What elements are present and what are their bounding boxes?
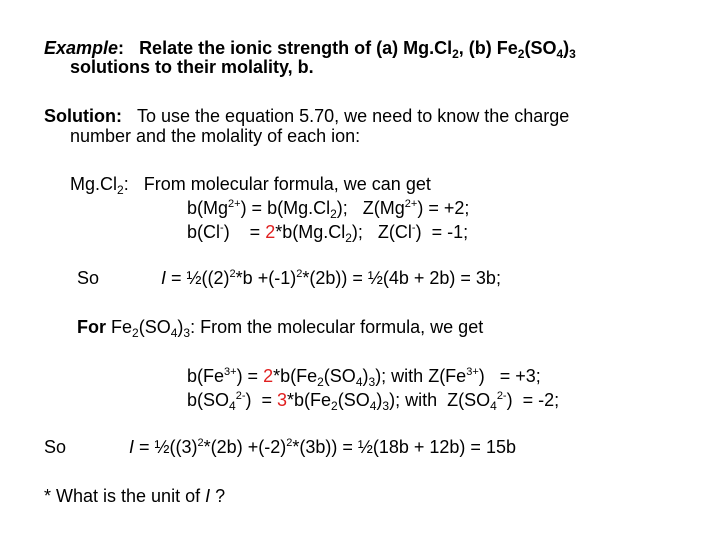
ionic-strength-equation-1: $I = \frac{1}{2}((2)^2*b +(-1)^2*(2b))$ = ½(4b + 2b) = 3b; xyxy=(161,268,501,288)
solution-line-2: number and the molality of each ion: xyxy=(70,126,361,146)
coefficient-highlight: 2 xyxy=(263,366,274,386)
so-label-1: So xyxy=(77,268,100,288)
fe-intro: For $Fe_2(SO_4)_3$: From the molecular formula, we get xyxy=(77,317,484,340)
example-line-1: Example: Relate the ionic strength of (a) $Mg.Cl_2$, (b) $Fe_2(SO_4)_3$ xyxy=(44,38,576,61)
solution-line-1: Solution: To use the equation 5.70, we need to know the charge xyxy=(44,106,570,126)
ionic-strength-equation-2: $I = \frac{1}{2}((3)^2*(2b) +(-2)^2*(3b))$ = ½(18b + 12b) = 15b xyxy=(129,437,516,457)
solution-label: Solution: xyxy=(44,106,122,126)
mgcl2-row-2: b(Cl-) = $2*b(Mg.Cl_2)$; Z(Cl-) = -1; xyxy=(187,222,469,245)
unit-question: * What is the unit of I ? xyxy=(44,486,226,506)
example-line-2: solutions to their molality, b. xyxy=(70,57,314,77)
mgcl2-intro: $Mg.Cl_2$: From molecular formula, we can get xyxy=(70,174,431,197)
coefficient-highlight: 3 xyxy=(277,390,288,410)
coefficient-highlight: 2 xyxy=(265,222,276,242)
example-label: Example xyxy=(44,38,119,58)
mgcl2-row-1: $b(Mg^{2+}) = b(Mg.Cl_2)$; $Z(Mg^{2+}) = +2$; xyxy=(187,198,470,221)
fe-row-2: $b(SO_4^{2-}) = 3*b(Fe_2(SO_4)_3)$; with $Z(SO_4^{2-}) = -2$; xyxy=(187,390,560,413)
fe-row-1: $b(Fe^{3+}) = 2*b(Fe_2(SO_4)_3)$; with $Z(Fe^{3+}) = +3$; xyxy=(187,366,541,389)
so-label-2: So xyxy=(44,437,67,457)
